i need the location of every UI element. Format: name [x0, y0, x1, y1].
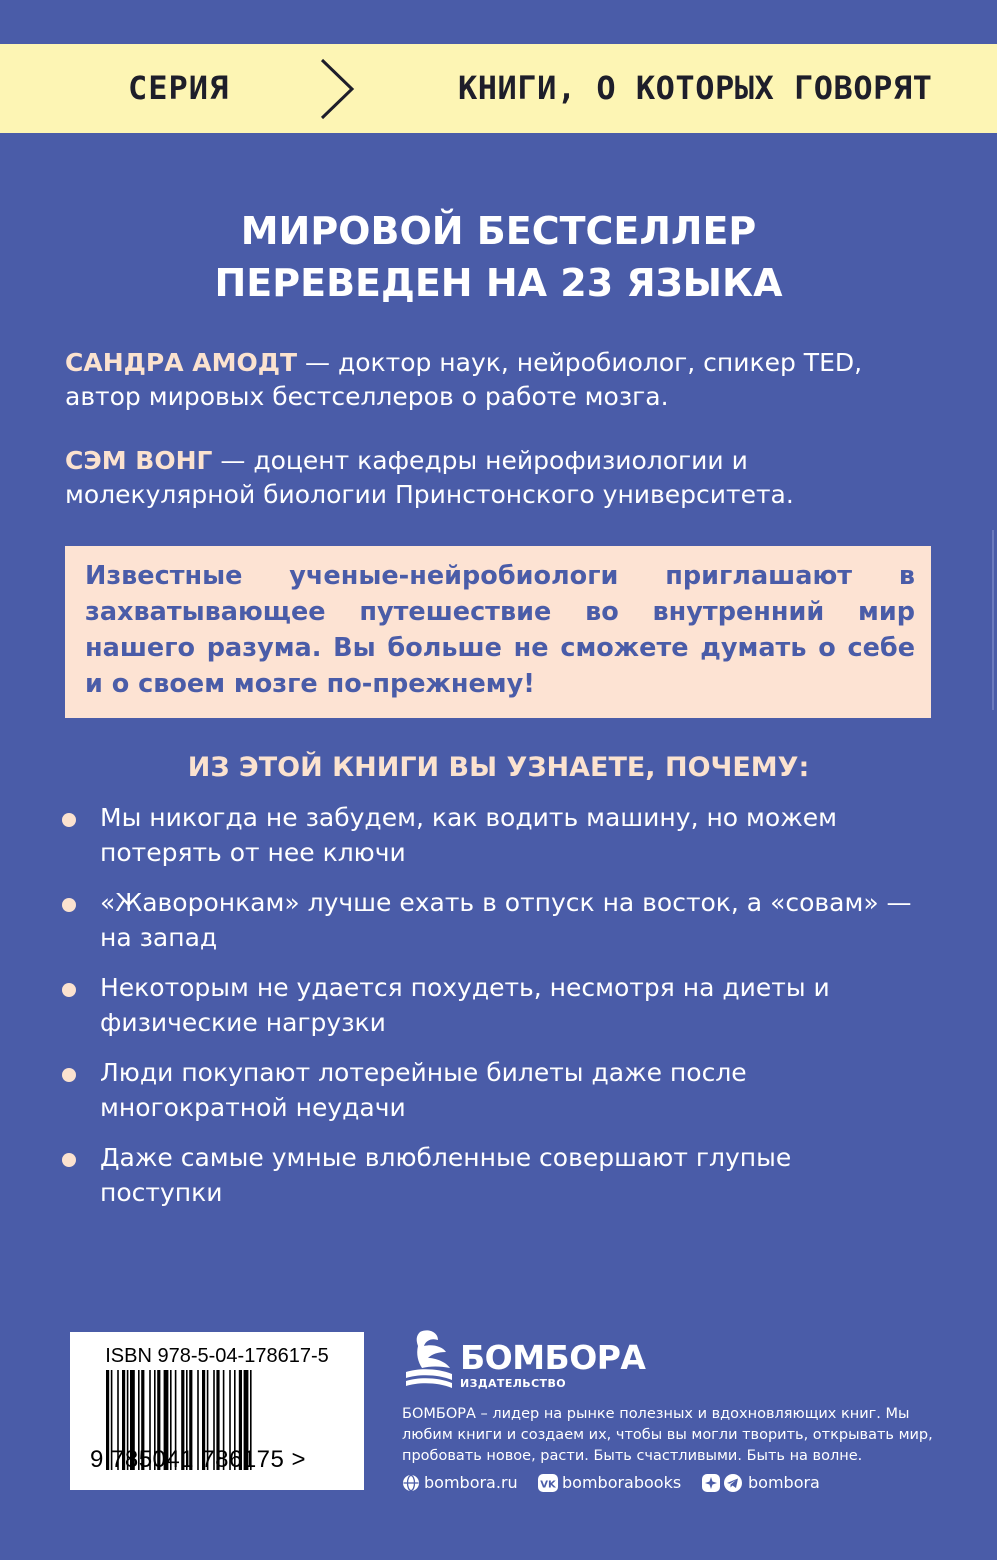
- bullet-icon: [62, 1153, 76, 1167]
- svg-text:VK: VK: [540, 1479, 556, 1491]
- publisher-subtitle: ИЗДАТЕЛЬСТВО: [460, 1377, 566, 1390]
- author-name: САНДРА АМОДТ: [65, 348, 298, 377]
- bullet-icon: [62, 983, 76, 997]
- list-item-text: Некоторым не удается похудеть, несмотря на диеты и физические нагрузки: [100, 973, 830, 1037]
- series-banner: [0, 44, 997, 133]
- list-item-text: Мы никогда не забудем, как водить машину, но можем потерять от нее ключи: [100, 803, 837, 867]
- author-name: СЭМ ВОНГ: [65, 446, 213, 475]
- bullet-icon: [62, 1068, 76, 1082]
- isbn-barcode-box: [70, 1332, 364, 1490]
- social-link-text: bombora.ru: [424, 1473, 518, 1492]
- list-item: [62, 1140, 942, 1210]
- author-bio: [65, 444, 945, 512]
- vk-icon: [538, 1474, 558, 1492]
- series-name: КНИГИ, О КОТОРЫХ ГОВОРЯТ: [458, 69, 933, 107]
- list-item-text: Люди покупают лотерейные билеты даже после многократной неудачи: [100, 1058, 747, 1122]
- headline: [0, 205, 997, 309]
- list-item: [62, 885, 942, 955]
- author-bio: [65, 346, 945, 414]
- globe-icon: [402, 1474, 420, 1492]
- list-item-text: «Жаворонкам» лучше ехать в отпуск на восток, а «совам» — на запад: [100, 888, 912, 952]
- social-links: [402, 1471, 962, 1495]
- chevron-right-icon: [318, 56, 358, 122]
- author-description: — доктор наук, нейробиолог, спикер TED, автор мировых бестселлеров о работе мозга.: [65, 348, 863, 411]
- headline-line-2: ПЕРЕВЕДЕН НА 23 ЯЗЫКА: [214, 261, 783, 305]
- isbn-digits: 9 785041 786175 >: [90, 1446, 307, 1473]
- author-description: — доцент кафедры нейрофизиологии и молекулярной биологии Принстонского университета.: [65, 446, 794, 509]
- bombora-logo-icon: [402, 1328, 456, 1388]
- list-item-text: Даже самые умные влюбленные совершают глупые поступки: [100, 1143, 792, 1207]
- social-link-text: bombora: [748, 1473, 820, 1492]
- list-item: [62, 800, 942, 870]
- social-link-text: bomborabooks: [562, 1473, 682, 1492]
- blurb-box: [65, 546, 931, 718]
- bullet-icon: [62, 898, 76, 912]
- publisher-name: БОМБОРА: [460, 1338, 646, 1377]
- learn-heading: ИЗ ЭТОЙ КНИГИ ВЫ УЗНАЕТЕ, ПОЧЕМУ:: [187, 752, 810, 783]
- publisher-description: БОМБОРА – лидер на рынке полезных и вдохновляющих книг. Мы любим книги и создаем их, чтобы вы могли творить, открывать мир, пробовать новое, расти. Быть счастливыми. Быть на волне.: [402, 1406, 933, 1464]
- bullet-icon: [62, 813, 76, 827]
- crop-marks: [989, 530, 997, 710]
- list-item: [62, 1055, 942, 1125]
- isbn-label: ISBN 978-5-04-178617-5: [105, 1345, 329, 1367]
- telegram-icon: [702, 1474, 744, 1492]
- blurb-text: Известные ученые-нейробиологи приглашают в захватывающее путешествие во внутренний мир нашего разума. Вы больше не сможете думать о себе и о своем мозге по-прежнему!: [85, 561, 915, 699]
- headline-line-1: МИРОВОЙ БЕСТСЕЛЛЕР: [240, 209, 757, 253]
- series-label: СЕРИЯ: [128, 69, 230, 107]
- list-item: [62, 970, 942, 1040]
